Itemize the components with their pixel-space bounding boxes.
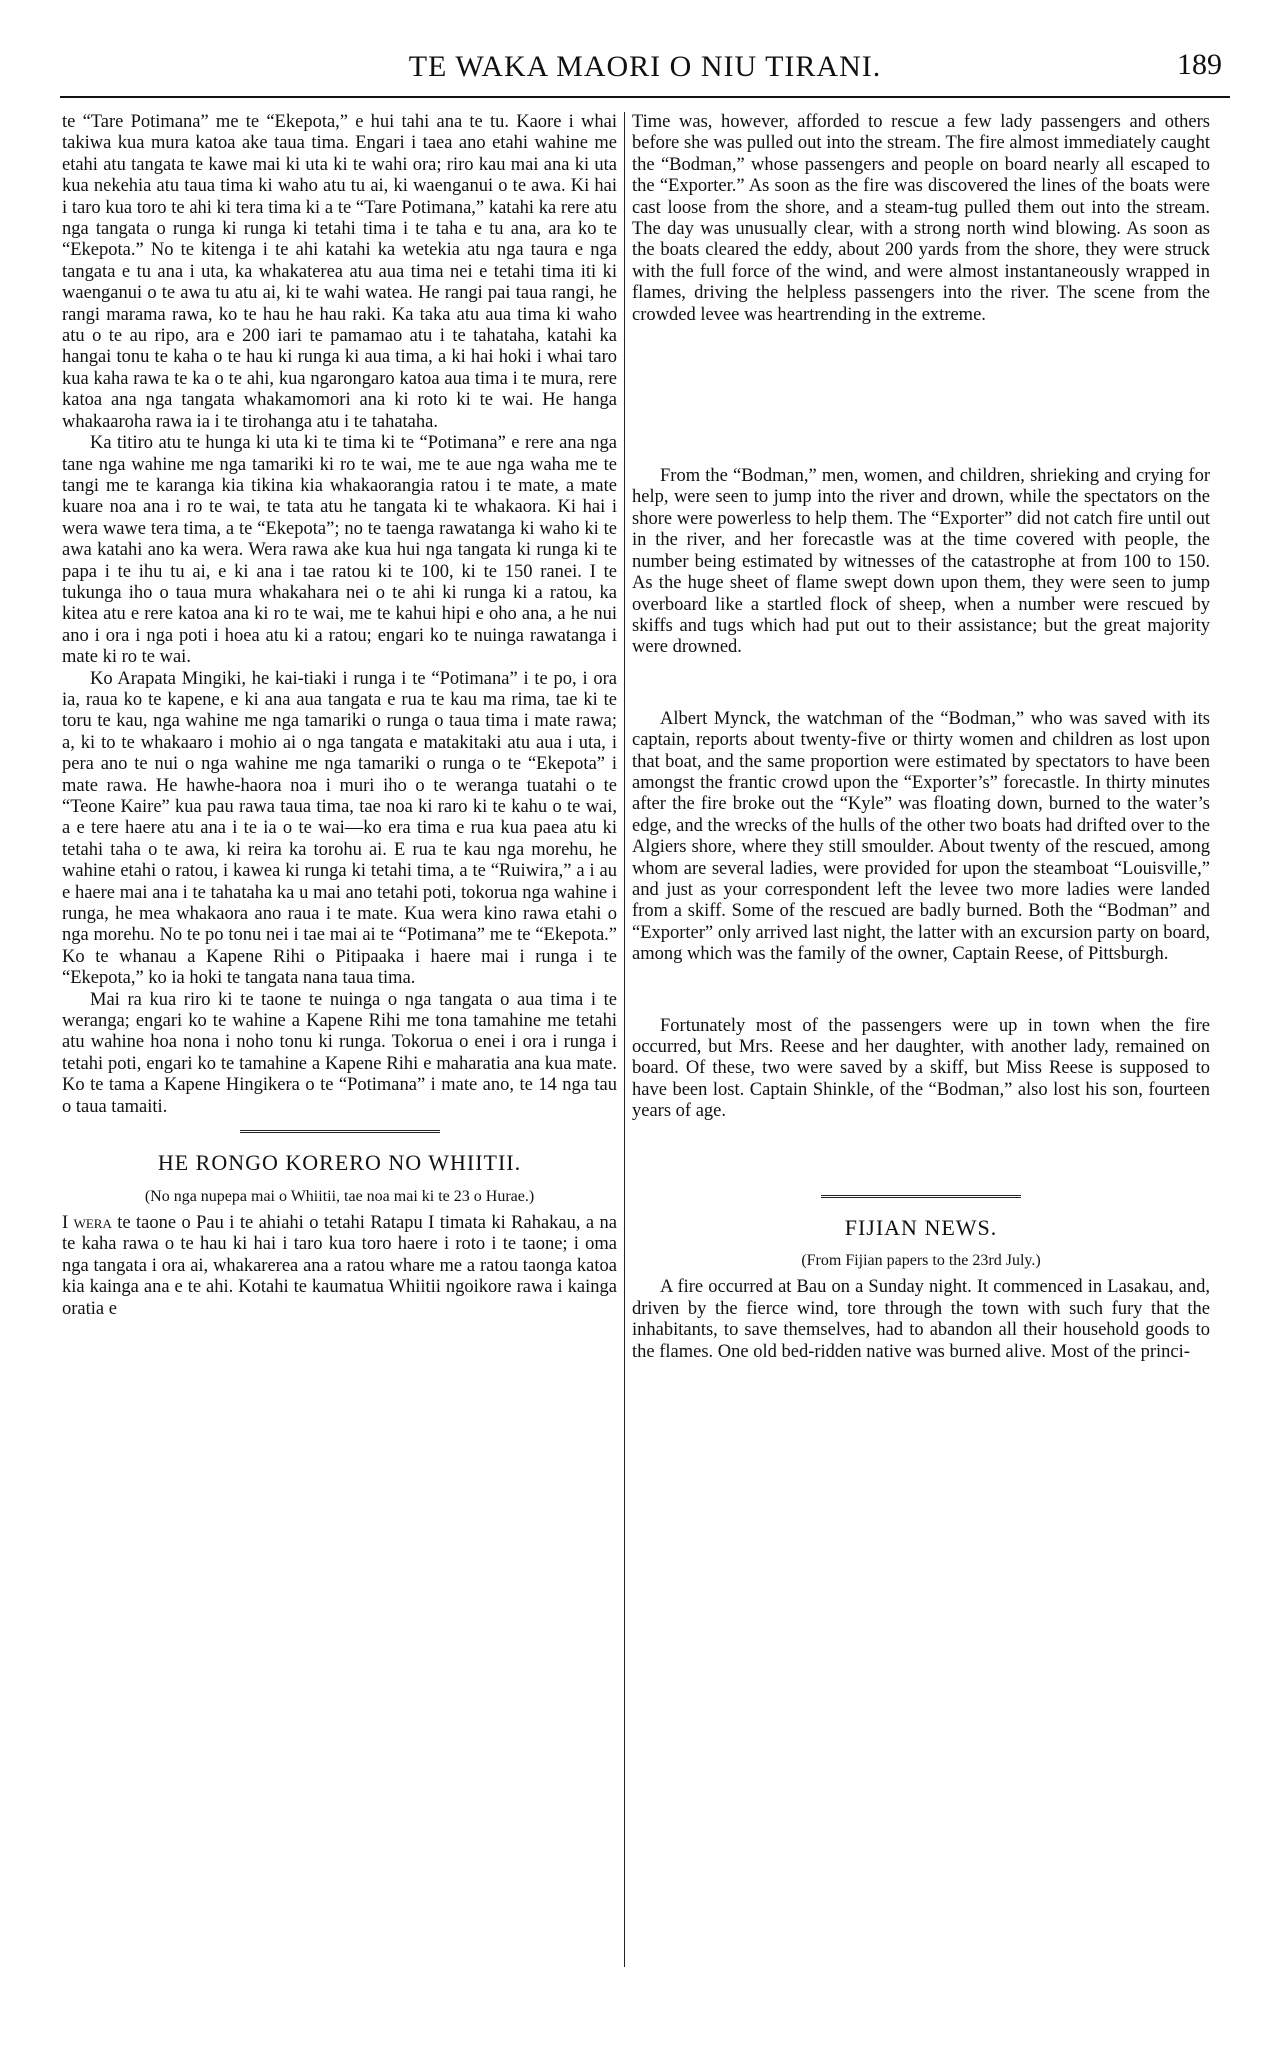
section-heading: FIJIAN NEWS. (844, 1214, 998, 1240)
maori-paragraph: te “Tare Potimana” me te “Ekepota,” e hui tahi ana te tu. Kaore i whai takiwa kua mura katoa ake taua tima. Engari i taea ano etahi wahine me etahi atu tangata te kawe mai ki uta ki te wahi ora; riro kau mai ana ki uta kua nekehia atu taua tima ki waho atu tu ai, ki waenganui o te awa. Ki hai i taro kua toro te ahi ki tera tima ki a te “Tare Potimana,” katahi ka rere atu nga tangata o runga ki runga ki tetahi tima i te taha e tu ana, ara ko te “Ekepota.” No te kitenga i te ahi katahi ka wetekia atu nga taura e nga tangata e tu ana i uta, ka whakaterea atu aua tima nei e tetahi tima iti ki waenganui o te awa tu atu ai, ki te wahi watea. He rangi pai taua rangi, he rangi marama rawa, ko te hau he hau raki. Ka taka atu aua tima ki waho atu o te au ripo, ara e 200 iari te pamamao atu i te tahataha, katahi ka hangai tonu te kaha o te hau ki runga ki aua tima, a ki hai hoki i whai taro kua kaha rawa te ka o te ahi, kua ngarongaro katoa aua tima i te mura, rere katoa ana nga tangata whakamomori ana ki roto ki te wai. He hanga whakaaroha rawa ia i te tirohanga atu i te tahataha. (62, 112, 617, 432)
page-number: 189 (1177, 48, 1222, 81)
maori-column (62, 112, 617, 1320)
english-paragraph: Fortunately most of the passengers were up in town when the fire occurred, but Mrs. Reese and her daughter, with another lady, remained on board. Of these, two were saved by a skiff, but Miss Reese is supposed to have been lost. Captain Shinkle, of the “Bodman,” also lost his son, fourteen years of age. (632, 1015, 1210, 1122)
dropcap-text: I wera (62, 1212, 112, 1233)
maori-paragraph (62, 1213, 617, 1320)
english-paragraph: Albert Mynck, the watchman of the “Bodman,” who was saved with its captain, reports about twenty-five or thirty women and children as lost upon that boat, and the same proportion were estimated by spectators to have been amongst the frantic crowd upon the “Exporter’s” forecastle. In thirty minutes after the fire broke out the “Kyle” was floating down, burned to the water’s edge, and the wrecks of the hulls of the other two boats had drifted over to the Algiers shore, where they still smoulder. About twenty of the rescued, among whom are several ladies, were provided for upon the steamboat “Louisville,” and just as your correspondent left the levee two more ladies were landed from a skiff. Some of the rescued are badly burned. Both the “Bodman” and “Exporter” only arrived last night, the latter with an excursion party on board, among which was the family of the owner, Captain Reese, of Pittsburgh. (632, 708, 1210, 965)
maori-paragraph: Ko Arapata Mingiki, he kai-tiaki i runga i te “Potimana” i te po, i ora ia, raua ko te kapene, e ki ana aua tangata e rua te kau ma rima, tae ki te toru te kau, nga wahine me nga tamariki o runga o taua tima i mate rawa; a, ki to te whakaaro i mohio ai o nga tangata e matakitaki atu aua i uta, i pera ano te nui o nga wahine me nga tamariki o runga o te “Ekepota” i mate rawa. He hawhe-haora noa i muri iho o te weranga tuatahi o te “Teone Kaire” kua pau rawa taua tima, tae noa ki raro ki te kahu o te wai, a e tere haere atu ana i te ia o te wai—ko era tima e rua kua paea atu ki tetahi taha o te awa, ki reira ka torohu ai. E rua te kau nga morehu, he wahine etahi o ratou, i kawea ki runga ki tetahi tima, a te “Ruiwira,” a i au e haere mai ana i te tahataha ka u mai ano tetahi poti, tokorua nga wahine i runga, he mea whakaora ano raua i te mate. Kua wera kino rawa etahi o nga morehu. No te po tonu nei i tae mai ai te “Potimana” me te “Ekepota.” Ko te whanau a Kapene Rihi o Pitipaaka i haere mai i runga i te “Ekepota,” ko ia hoki te tangata nana taua tima. (62, 668, 617, 989)
section-divider (821, 1195, 1021, 1201)
section-source: (No nga nupepa mai o Whiitii, tae noa mai ki te 23 o Hurae.) (144, 1187, 535, 1205)
section-source: (From Fijian papers to the 23rd July.) (801, 1252, 1041, 1270)
maori-paragraph: Ka titiro atu te hunga ki uta ki te tima ki te “Potimana” e rere ana nga tane nga wahine me nga tamariki ki ro te wai, me te aue nga waha me te tangi me te karanga kia tikina kia whakaorangia ratou i te mate, a mate kuare noa ana i ro te wai, te tata atu he tangata ki te whakaora. Ki hai i wera wawe tera tima, a te “Ekepota”; no te taenga rawatanga ki waho ki te awa katahi ano ka wera. Wera rawa ake kua hui nga tangata ki runga ki te papa i te ihu tu ai, e ki ana i tae ratou ki te 100, ki te 150 ranei. I te tukunga iho o taua mura whakahara nei o te ahi ki runga ki a ratou, ka kitea atu e rere katoa ana ki ro te wai, me te kahui hipi e oho ana, a he nui ano i ora i nga poti i hoea atu ki a ratou; engari ko te nuinga rawatanga i mate ki ro te wai. (62, 433, 617, 668)
english-paragraph: Time was, however, afforded to rescue a few lady passengers and others before she was pulled out into the stream. The fire almost immediately caught the “Bodman,” whose passengers and people on board nearly all escaped to the “Exporter.” As soon as the fire was discovered the lines of the boats were cast loose from the shore, and a steam-tug pulled them out into the stream. The day was unusually clear, with a strong north wind blowing. As soon as the boats cleared the eddy, about 200 yards from the shore, they were struck with the full force of the wind, and were almost instantaneously wrapped in flames, driving the helpless passengers into the river. The scene from the crowded levee was heartrending in the extreme. (632, 112, 1210, 325)
section-divider (240, 1130, 440, 1136)
newspaper-title: TE WAKA MAORI O NIU TIRANI. (408, 50, 882, 83)
english-paragraph: A fire occurred at Bau on a Sunday night. It commenced in Lasakau, and, driven by the fierce wind, tore through the town with such fury that the inhabitants, to save themselves, had to abandon all their household goods to the flames. One old bed-ridden native was burned alive. Most of the princi- (632, 1277, 1210, 1362)
english-paragraph: From the “Bodman,” men, women, and children, shrieking and crying for help, were seen to jump into the river and drown, while the spectators on the shore were powerless to help them. The “Exporter” did not catch fire until out in the river, and her forecastle was at the time covered with people, the number being estimated by witnesses of the catastrophe at from 100 to 150. As the huge sheet of flame swept down upon them, they were seen to jump overboard like a startled flock of sheep, when a number were rescued by skiffs and tugs which had put out to their assistance; but the great majority were drowned. (632, 466, 1210, 658)
english-column (632, 112, 1210, 1363)
page-header (60, 40, 1230, 98)
section-heading: HE RONGO KORERO NO WHIITII. (157, 1150, 522, 1176)
section-text: te taone o Pau i te ahiahi o tetahi Ratapu I timata ki Rahakau, a na te kaha rawa o te hau ki hai i taro kua toro haere i roto i te taone; i oma nga tangata i ora ai, whakarerea ana a ratou whare me a ratou taonga katoa kia kainga ana e te ahi. Kotahi te kaumatua Whiitii ngoikore rawa i kainga oratia e (62, 1212, 617, 1319)
column-divider (624, 112, 625, 1967)
maori-paragraph: Mai ra kua riro ki te taone te nuinga o nga tangata o aua tima i te weranga; engari ko te wahine a Kapene Rihi me tona tamahine me tetahi atu wahine hoa nona i noho tonu ki runga. Tokorua o enei i ora i runga i tetahi poti, engari ko te tamahine a Kapene Rihi e maharatia ana kua mate. Ko te tama a Kapene Hingikera o te “Potimana” i mate ano, te 14 nga tau o taua tamaiti. (62, 989, 617, 1117)
